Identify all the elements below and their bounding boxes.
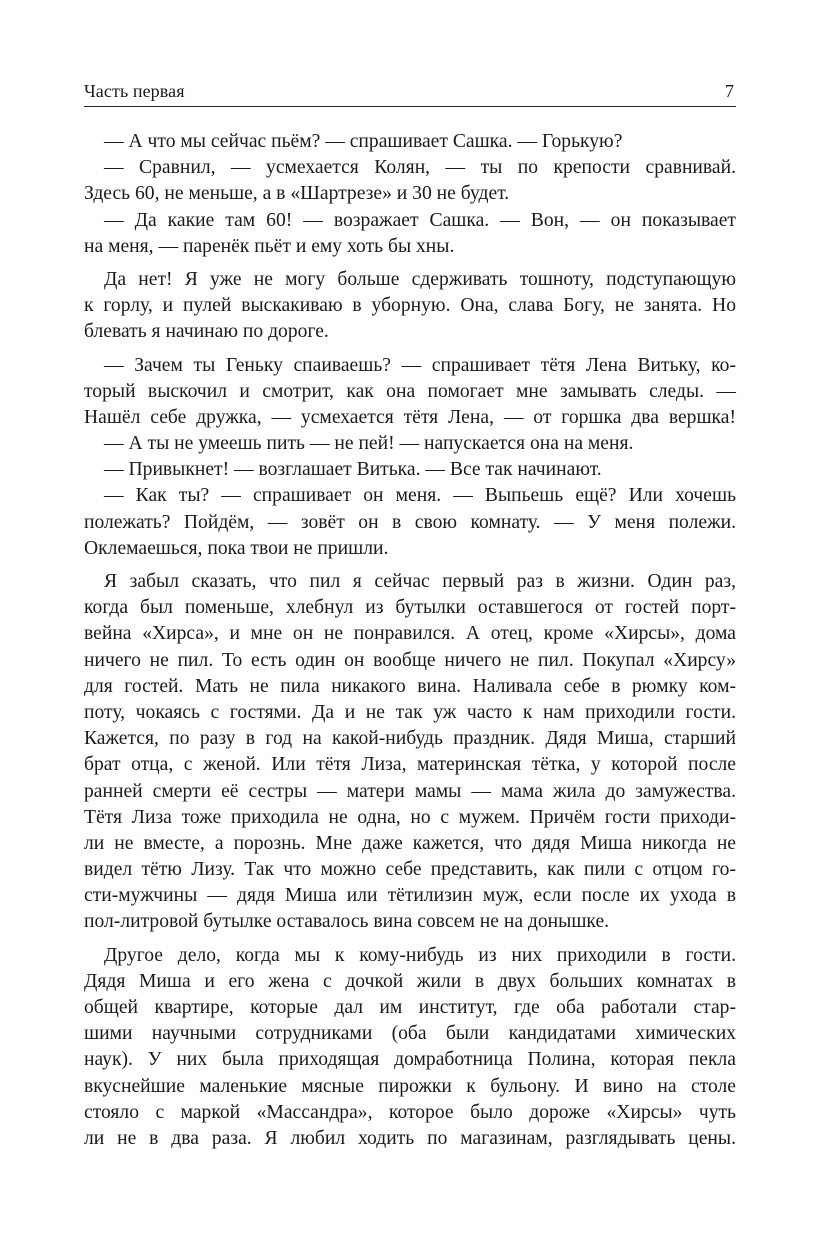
- text-line: на меня, — паренёк пьёт и ему хоть бы хны.: [84, 235, 455, 257]
- text-line: вейна «Хирса», и мне он не понравился. А отец, кроме «Хирсы», дома: [84, 623, 736, 645]
- text-line: — Сравнил, — усмехается Колян, — ты по крепости сравнивай.: [104, 157, 736, 179]
- text-line: полежать? Пойдём, — зовёт он в свою комнату. — У меня полежи.: [84, 511, 736, 533]
- paragraph-spacer: [84, 260, 736, 267]
- text-line: — Да какие там 60! — возражает Сашка. — Вон, — он показывает: [104, 209, 736, 231]
- text-line: Да нет! Я уже не могу больше сдерживать тошноту, подступающую: [104, 268, 736, 290]
- text-line: стояло с маркой «Массандра», которое было дороже «Хирсы» чуть: [84, 1101, 736, 1123]
- paragraph-spacer: [84, 562, 736, 569]
- text-line: — А ты не умеешь пить — не пей! — напускается она на меня.: [104, 433, 634, 455]
- running-head: [84, 76, 736, 107]
- text-line: — Как ты? — спрашивает он меня. — Выпьешь ещё? Или хочешь: [104, 485, 736, 507]
- text-line: — Зачем ты Геньку спаиваешь? — спрашивает тётя Лена Витьку, ко-: [104, 354, 736, 376]
- text-line: Я забыл сказать, что пил я сейчас первый раз в жизни. Один раз,: [104, 571, 736, 592]
- text-line: брат отца, с женой. Или тётя Лиза, материнская тётка, у которой после: [84, 754, 736, 776]
- text-line: Кажется, по разу в год на какой-нибудь праздник. Дядя Миша, старший: [84, 728, 736, 750]
- text-line: Оклемаешься, пока твои не пришли.: [84, 537, 389, 559]
- page-number: 7: [725, 81, 734, 101]
- text-line: Другое дело, когда мы к кому-нибудь из них приходили в гости.: [104, 944, 736, 966]
- paragraph-spacer: [84, 936, 736, 943]
- text-line: сти-мужчины — дядя Миша или тётилизин муж, если после их ухода в: [84, 885, 736, 907]
- text-line: Тётя Лиза тоже приходила не одна, но с мужем. Причём гости приходи-: [84, 806, 736, 828]
- text-line: наук). У них была приходящая домработница Полина, которая пекла: [84, 1049, 736, 1071]
- running-title: Часть первая: [84, 81, 185, 101]
- text-line: Здесь 60, не меньше, а в «Шартрезе» и 30 не будет.: [84, 183, 510, 205]
- text-line: ранней смерти её сестры — матери мамы — мама жила до замужества.: [84, 780, 736, 802]
- text-line: видел тётю Лизу. Так что можно себе представить, как пили с отцом го-: [84, 859, 736, 881]
- text-line: — Привыкнет! — возглашает Витька. — Все так начинают.: [104, 459, 602, 481]
- text-line: когда был поменьше, хлебнул из бутылки оставшегося от гостей порт-: [84, 597, 736, 619]
- text-line: ли не в два раза. Я любил ходить по магазинам, разглядывать цены.: [84, 1127, 736, 1149]
- text-line: — А что мы сейчас пьём? — спрашивает Сашка. — Горькую?: [104, 131, 623, 152]
- text-line: Дядя Миша и его жена с дочкой жили в двух больших комнатах в: [84, 970, 736, 992]
- text-line: ли не вместе, а порознь. Мне даже кажется, что дядя Миша никогда не: [84, 832, 736, 854]
- text-body: [84, 129, 736, 1152]
- text-line: пол-литровой бутылке оставалось вина совсем не на донышке.: [84, 911, 610, 933]
- text-line: к горлу, и пулей выскакиваю в уборную. Она, слава Богу, не занята. Но: [84, 295, 736, 317]
- text-line: ничего не пил. То есть один он вообще ничего не пил. Покупал «Хирсу»: [84, 649, 736, 671]
- text-line: торый выскочил и смотрит, как она помогает мне замывать следы. —: [84, 380, 736, 402]
- text-line: вкуснейшие маленькие мясные пирожки к бульону. И вино на столе: [84, 1075, 736, 1097]
- book-page: [84, 76, 736, 1152]
- text-line: поту, чокаясь с гостями. Да и не так уж часто к нам приходили гости.: [84, 701, 736, 723]
- text-line: общей квартире, которые дал им институт, где оба работали стар-: [84, 997, 736, 1018]
- text-line: блевать я начинаю по дороге.: [84, 321, 329, 343]
- text-line: для гостей. Мать не пила никакого вина. Наливала себе в рюмку ком-: [84, 675, 736, 697]
- paragraph-spacer: [84, 346, 736, 353]
- text-line: Нашёл себе дружка, — усмехается тётя Лена, — от горшка два вершка!: [84, 406, 736, 428]
- text-line: шими научными сотрудниками (оба были кандидатами химических: [84, 1023, 736, 1045]
